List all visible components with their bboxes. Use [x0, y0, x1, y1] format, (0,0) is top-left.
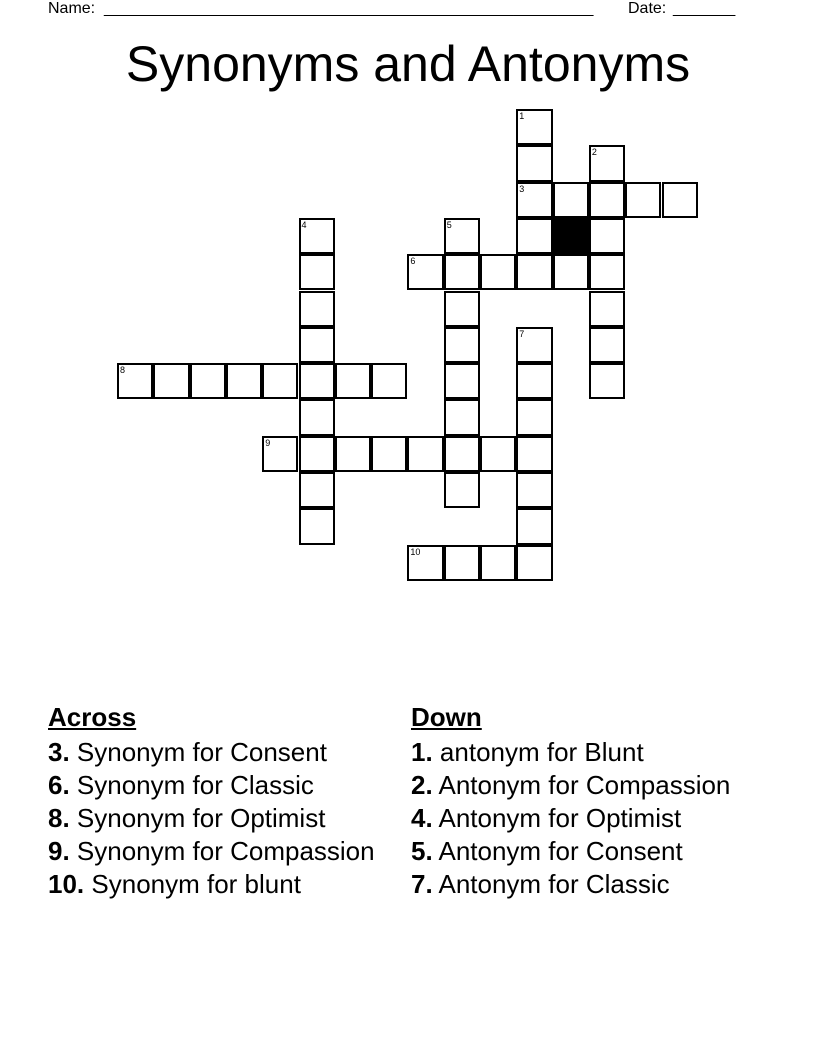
clue-number: 5.: [411, 836, 433, 866]
clue-across: [48, 738, 378, 766]
crossword-cell[interactable]: [444, 291, 480, 327]
clue-down: [411, 738, 771, 766]
clue-down: [411, 771, 771, 799]
crossword-cell[interactable]: [299, 291, 335, 327]
crossword-cell[interactable]: [662, 182, 698, 218]
crossword-cell[interactable]: [262, 363, 298, 399]
crossword-cell[interactable]: [589, 363, 625, 399]
crossword-cell[interactable]: [444, 472, 480, 508]
across-clues: [48, 702, 378, 903]
down-heading: Down: [411, 702, 482, 732]
crossword-cell[interactable]: [516, 182, 552, 218]
crossword-cell[interactable]: [299, 218, 335, 254]
crossword-cell[interactable]: [516, 399, 552, 435]
crossword-cell[interactable]: [335, 436, 371, 472]
crossword-cell[interactable]: [444, 218, 480, 254]
crossword-cell[interactable]: [444, 327, 480, 363]
cell-number: 7: [519, 328, 525, 339]
cell-number: 3: [519, 183, 525, 194]
date-field[interactable]: _______: [673, 0, 736, 17]
clue-across: [48, 837, 378, 865]
clue-text: Synonym for Consent: [76, 737, 327, 767]
clue-number: 10.: [48, 869, 85, 899]
clue-across: [48, 771, 378, 799]
crossword-cell[interactable]: [516, 545, 552, 581]
clue-text: Synonym for Classic: [76, 770, 314, 800]
crossword-cell[interactable]: [553, 254, 589, 290]
cell-number: 9: [265, 437, 271, 448]
crossword-cell[interactable]: [299, 472, 335, 508]
crossword-cell[interactable]: [371, 436, 407, 472]
cell-number: 6: [410, 256, 416, 267]
name-field[interactable]: _______________________________________________________: [104, 0, 594, 17]
clue-across: [48, 804, 378, 832]
crossword-cell[interactable]: [516, 436, 552, 472]
crossword-cell[interactable]: [589, 291, 625, 327]
cell-number: 8: [120, 365, 126, 376]
crossword-cell[interactable]: [444, 436, 480, 472]
crossword-cell[interactable]: [407, 436, 443, 472]
crossword-cell[interactable]: [480, 254, 516, 290]
crossword-cell[interactable]: [480, 436, 516, 472]
crossword-cell[interactable]: [516, 472, 552, 508]
crossword-cell[interactable]: [299, 508, 335, 544]
clue-down: [411, 837, 771, 865]
crossword-cell[interactable]: [553, 182, 589, 218]
crossword-cell[interactable]: [625, 182, 661, 218]
name-label: Name:: [48, 0, 96, 17]
clue-number: 6.: [48, 770, 70, 800]
crossword-cell[interactable]: [299, 436, 335, 472]
crossword-cell[interactable]: [262, 436, 298, 472]
clue-text: Antonym for Optimist: [438, 803, 682, 833]
clue-text: antonym for Blunt: [439, 737, 644, 767]
clue-down: [411, 870, 771, 898]
clue-number: 2.: [411, 770, 433, 800]
cell-number: 1: [519, 111, 525, 121]
crossword-cell[interactable]: [444, 254, 480, 290]
crossword-black-cell: [553, 218, 589, 254]
crossword-cell[interactable]: [117, 363, 153, 399]
crossword-cell[interactable]: [516, 508, 552, 544]
crossword-cell[interactable]: [516, 327, 552, 363]
clue-number: 7.: [411, 869, 433, 899]
clue-text: Synonym for blunt: [91, 869, 301, 899]
crossword-cell[interactable]: [299, 327, 335, 363]
crossword-cell[interactable]: [153, 363, 189, 399]
crossword-cell[interactable]: [226, 363, 262, 399]
clue-number: 4.: [411, 803, 433, 833]
crossword-cell[interactable]: [444, 363, 480, 399]
cell-number: 10: [410, 546, 421, 557]
cell-number: 5: [446, 219, 452, 230]
clue-down: [411, 804, 771, 832]
crossword-cell[interactable]: [516, 145, 552, 181]
clue-text: Antonym for Compassion: [438, 770, 731, 800]
crossword-cell[interactable]: [589, 182, 625, 218]
crossword-cell[interactable]: [516, 254, 552, 290]
crossword-cell[interactable]: [589, 218, 625, 254]
clue-number: 9.: [48, 836, 70, 866]
crossword-cell[interactable]: [335, 363, 371, 399]
cell-number: 4: [301, 219, 307, 230]
crossword-cell[interactable]: [407, 545, 443, 581]
page-title: Synonyms and Antonyms: [125, 36, 691, 92]
crossword-cell[interactable]: [589, 254, 625, 290]
clue-text: Antonym for Classic: [438, 869, 670, 899]
crossword-cell[interactable]: [371, 363, 407, 399]
clue-across: [48, 870, 378, 898]
crossword-cell[interactable]: [299, 363, 335, 399]
crossword-cell[interactable]: [444, 399, 480, 435]
crossword-cell[interactable]: [589, 327, 625, 363]
crossword-cell[interactable]: [589, 145, 625, 181]
crossword-cell[interactable]: [299, 254, 335, 290]
crossword-cell[interactable]: [190, 363, 226, 399]
down-clues: [411, 702, 771, 903]
crossword-cell[interactable]: [444, 545, 480, 581]
crossword-cell[interactable]: [480, 545, 516, 581]
crossword-cell[interactable]: [516, 218, 552, 254]
clue-text: Synonym for Optimist: [76, 803, 326, 833]
crossword-cell[interactable]: [516, 363, 552, 399]
crossword-cell[interactable]: [407, 254, 443, 290]
clue-text: Synonym for Compassion: [76, 836, 375, 866]
crossword-cell[interactable]: [516, 109, 552, 145]
clue-number: 8.: [48, 803, 70, 833]
clue-number: 3.: [48, 737, 70, 767]
cell-number: 2: [591, 147, 597, 158]
clue-number: 1.: [411, 737, 433, 767]
crossword-cell[interactable]: [299, 399, 335, 435]
date-label: Date:: [628, 0, 667, 17]
clue-text: Antonym for Consent: [438, 836, 683, 866]
across-heading: Across: [48, 702, 137, 732]
